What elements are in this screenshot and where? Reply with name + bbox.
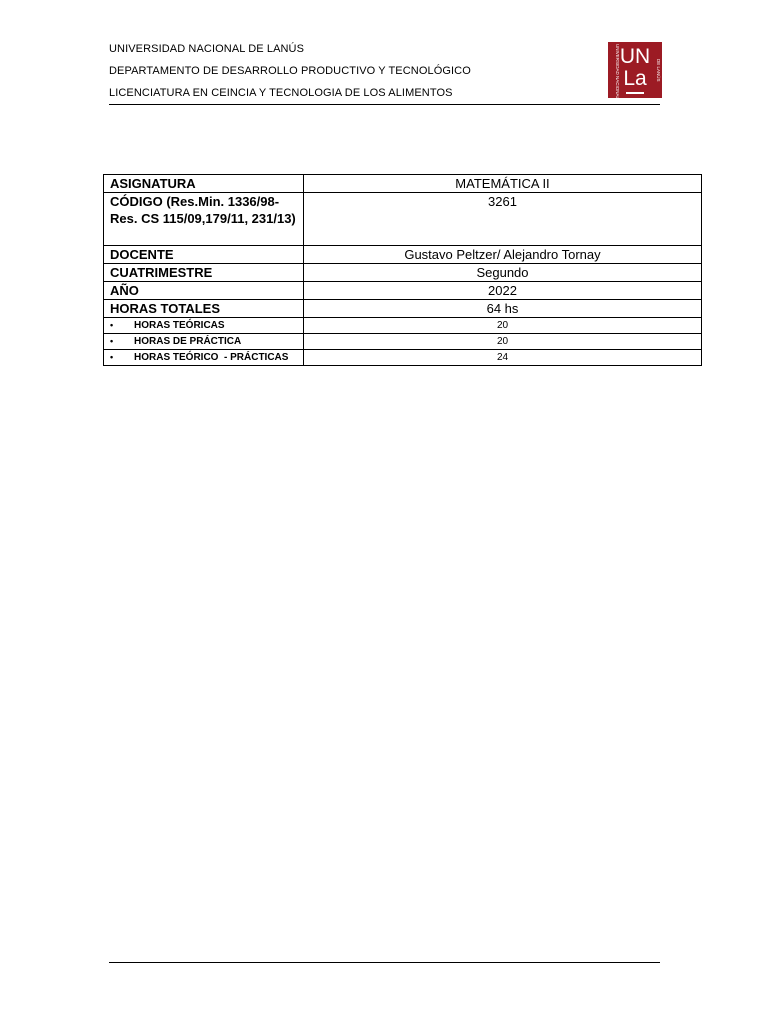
table-row	[104, 350, 702, 366]
logo-un-text: UN	[619, 45, 651, 68]
table-row	[104, 334, 702, 350]
university-name: UNIVERSIDAD NACIONAL DE LANÚS	[109, 43, 305, 55]
logo-side-text-right: DE LANÚS	[656, 58, 661, 82]
table-row	[104, 300, 702, 318]
row-value-cuatrimestre: Segundo	[304, 264, 702, 282]
course-info-table	[103, 174, 702, 366]
row-value-anio: 2022	[304, 282, 702, 300]
sub-row-label-text: HORAS DE PRÁCTICA	[134, 336, 242, 347]
row-label-codigo: CÓDIGO (Res.Min. 1336/98-Res. CS 115/09,179/11, 231/13)	[104, 193, 304, 246]
row-value-horas-totales: 64 hs	[304, 300, 702, 318]
sub-row-label-teoricas	[104, 318, 304, 334]
sub-row-label-text: HORAS TEÓRICO - PRÁCTICAS	[134, 352, 289, 363]
row-label-anio: AÑO	[104, 282, 304, 300]
bullet-icon: •	[110, 352, 114, 362]
table-row	[104, 318, 702, 334]
row-label-cuatrimestre: CUATRIMESTRE	[104, 264, 304, 282]
row-value-docente: Gustavo Peltzer/ Alejandro Tornay	[304, 246, 702, 264]
row-label-docente: DOCENTE	[104, 246, 304, 264]
document-header	[109, 40, 660, 105]
degree-name: LICENCIATURA EN CEINCIA Y TECNOLOGIA DE LOS ALIMENTOS	[109, 87, 453, 99]
table-row	[104, 175, 702, 193]
university-logo	[608, 42, 662, 98]
table-row	[104, 282, 702, 300]
bullet-icon: •	[110, 320, 114, 330]
table-row	[104, 193, 702, 246]
row-label-asignatura: ASIGNATURA	[104, 175, 304, 193]
sub-row-label-text: HORAS TEÓRICAS	[134, 320, 225, 331]
department-name: DEPARTAMENTO DE DESARROLLO PRODUCTIVO Y TECNOLÓGICO	[109, 65, 471, 77]
sub-row-label-teorico-practicas	[104, 350, 304, 366]
footer-divider	[109, 962, 660, 963]
bullet-icon: •	[110, 336, 114, 346]
sub-row-value-teoricas: 20	[304, 318, 702, 334]
row-label-horas-totales: HORAS TOTALES	[104, 300, 304, 318]
sub-row-value-teorico-practicas: 24	[304, 350, 702, 366]
row-value-asignatura: MATEMÁTICA II	[304, 175, 702, 193]
table-row	[104, 246, 702, 264]
logo-side-text-left: UNIVERSIDAD NACIONAL	[615, 44, 620, 100]
logo-la-text: La	[623, 67, 647, 90]
sub-row-value-practica: 20	[304, 334, 702, 350]
row-value-codigo: 3261	[304, 193, 702, 246]
sub-row-label-practica	[104, 334, 304, 350]
logo-underline	[626, 92, 644, 94]
table-row	[104, 264, 702, 282]
